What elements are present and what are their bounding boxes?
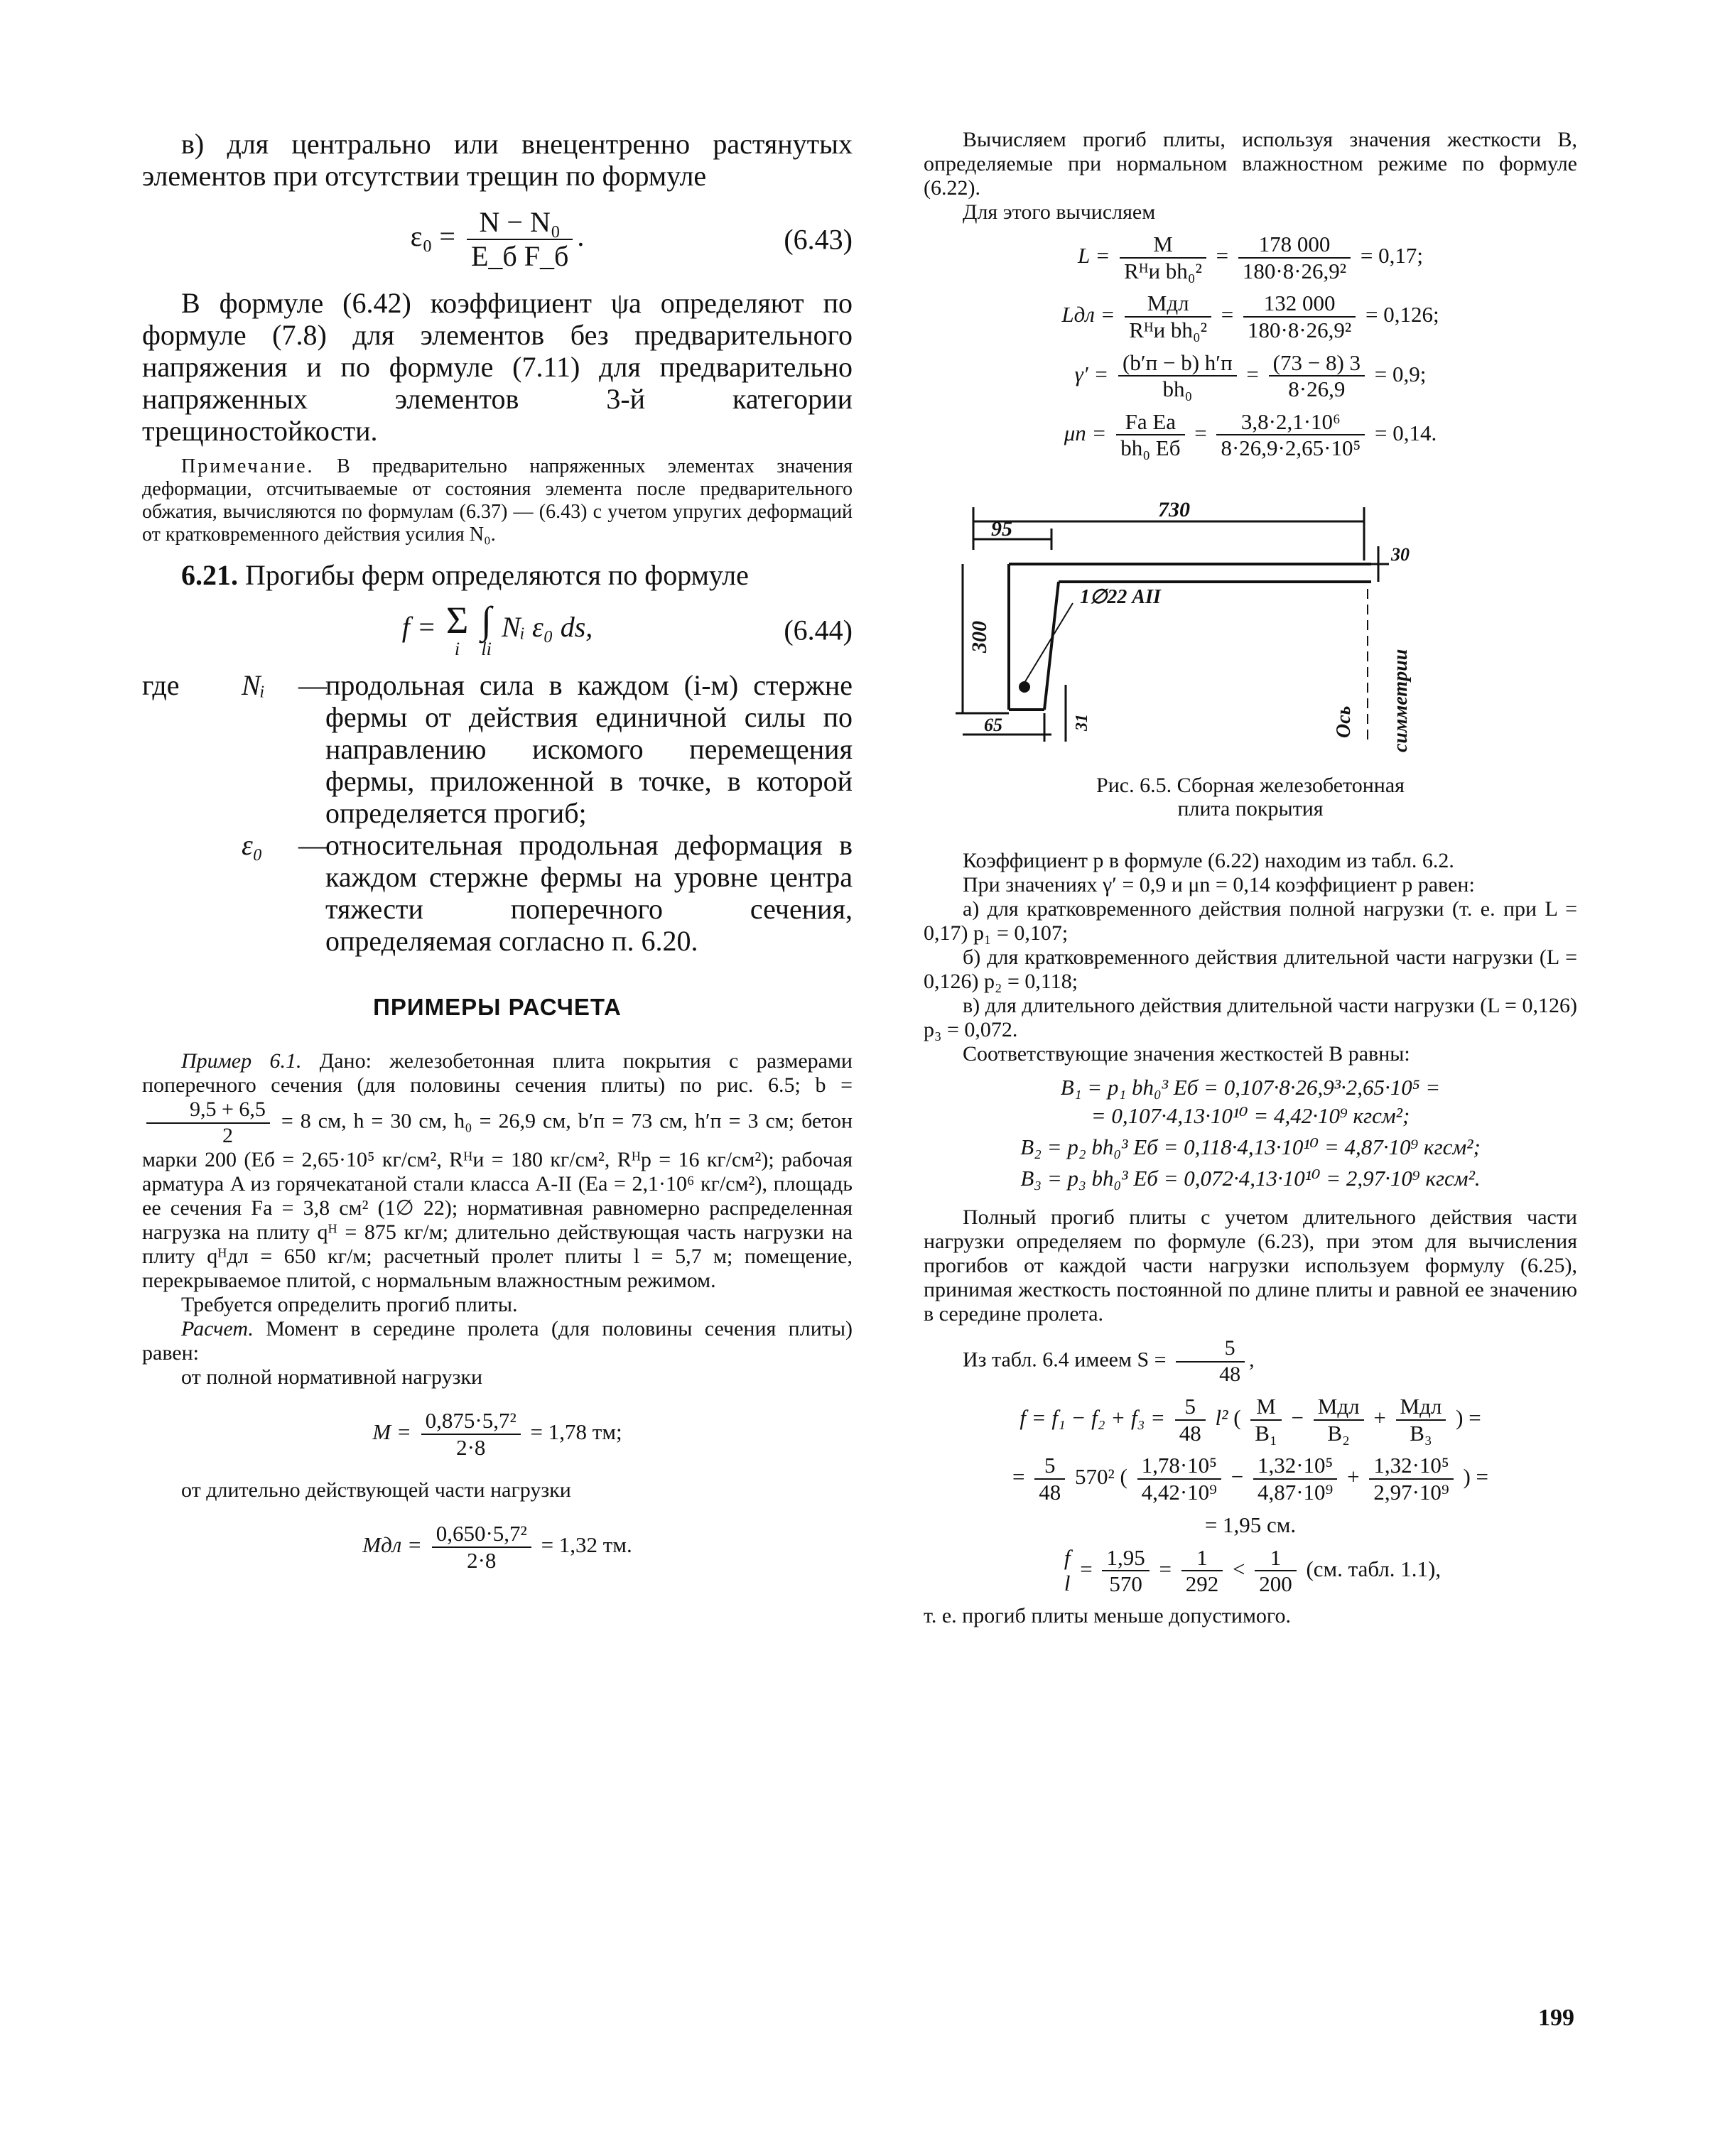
formula-6-44 xyxy=(142,601,853,659)
right-column xyxy=(924,128,1577,1628)
f643-tail: . xyxy=(577,220,585,253)
def-where: где xyxy=(142,669,180,701)
fLdl-n1: Mдл xyxy=(1125,291,1211,318)
fmu-d2: 8·26,9·2,65·10⁵ xyxy=(1221,435,1361,461)
B3-line: B₃ = p₃ bh₀³ Eб = 0,072·4,13·10¹⁰ = 2,97·10⁹ кгсм². xyxy=(1020,1166,1481,1191)
example-text-a: Дано: железобетонная плита покрытия с размерами поперечного сечения (для половины сечения плиты) по рис. 6.5; b = xyxy=(142,1049,853,1097)
f4-tail: (см. табл. 1.1), xyxy=(1306,1556,1442,1581)
calculation xyxy=(142,1317,853,1365)
label-31: 31 xyxy=(1073,714,1091,732)
from-full-load: от полной нормативной нагрузки xyxy=(181,1365,483,1389)
f643-den: E_б F_б xyxy=(470,240,569,272)
calc-label: Расчет. xyxy=(181,1317,254,1340)
f4-n3: 1 xyxy=(1255,1545,1297,1572)
example-frac-den: 2 xyxy=(222,1123,233,1147)
f644-int-sub: li xyxy=(481,639,492,659)
example-6-1 xyxy=(142,1049,853,1293)
f2-b xyxy=(1253,1453,1337,1505)
fL-rhs: = 0,17; xyxy=(1360,242,1423,268)
fg-d2: 8·26,9 xyxy=(1288,377,1346,402)
caption-line-1: Рис. 6.5. Сборная железобетонная xyxy=(1096,774,1405,798)
formula-mu: μn = $\frac{\text{Fа Eа}}{\text{bh₀ Eб}}$ = $\frac{\text{3,8·2,1·10⁶}}{\text{8·26,9·2,65·10⁵}}$ = 0,14. xyxy=(1064,408,1437,461)
fLdl-frac1 xyxy=(1125,291,1211,342)
fg-n1: (b′п − b) h′п xyxy=(1118,350,1237,377)
definitions xyxy=(142,669,853,957)
formula-f-ratio: f l = $\frac{1,95}{570}$ = $\frac{1}{292}$ < $\frac{1}{200}$ (см. табл. 1.1), xyxy=(1064,1544,1442,1597)
f1-l2: l² xyxy=(1215,1404,1228,1430)
f2-k-num: 5 xyxy=(1034,1453,1065,1480)
caption-line-2: плита покрытия xyxy=(1177,797,1324,821)
formula-f-general: f = f₁ − f₂ + f₃ = $\frac{5}{48}$ l² ( $\frac{M}{\text{B₁}}$ − $\frac{\text{Mдл}}{\text{B₂}}$ + $\frac{\text{Mдл}}{\text{B₃}}$ ) = xyxy=(1019,1394,1481,1446)
def-symbol: Nᵢ xyxy=(242,669,266,701)
B1-line-2: = 0,107·4,13·10¹⁰ = 4,42·10⁹ кгсм²; xyxy=(1091,1103,1410,1129)
example-label: Пример 6.1. xyxy=(181,1049,302,1073)
list-item-a: а) для кратковременного действия полной нагрузки (т. е. при L = 0,17) p₁ = 0,107; xyxy=(924,897,1577,946)
slab-cross-section-figure xyxy=(952,497,1449,752)
f1-b-num: Mдл xyxy=(1314,1394,1364,1421)
label-30: 30 xyxy=(1391,544,1410,565)
fM-lhs: M = xyxy=(372,1419,411,1444)
f644-sum xyxy=(446,601,468,659)
f1-k xyxy=(1175,1394,1206,1446)
f1-b-den: B₂ xyxy=(1327,1420,1350,1446)
f1-a xyxy=(1250,1394,1281,1446)
note-label: Примечание. xyxy=(181,455,315,477)
f644-sum-symbol: Σ xyxy=(445,599,469,641)
f1-a-den: B₁ xyxy=(1255,1420,1277,1446)
fLdl-n2: 132 000 xyxy=(1243,291,1356,318)
fg-lhs: γ′ = xyxy=(1074,361,1109,386)
def-dash: — xyxy=(298,829,327,861)
label-65: 65 xyxy=(984,715,1002,736)
fmu-d1: bh₀ Eб xyxy=(1120,435,1181,461)
intro: Вычисляем прогиб плиты, используя значения жесткости B, определяемые при нормальном влажностном режиме по формуле (6.22). xyxy=(924,128,1577,200)
note xyxy=(142,455,853,546)
f644-int-symbol: ∫ xyxy=(481,599,492,641)
fL-frac2 xyxy=(1238,232,1351,283)
f4-frac3 xyxy=(1255,1545,1297,1597)
f1-lhs: f = f₁ − f₂ + f₃ = xyxy=(1019,1404,1166,1430)
fL-n1: M xyxy=(1120,232,1206,259)
section-6-21-text: Прогибы ферм определяются по формуле xyxy=(245,559,749,591)
fM-frac xyxy=(421,1408,521,1460)
f1-rhs: = xyxy=(1469,1404,1481,1430)
f4-n0: f xyxy=(1064,1545,1071,1571)
rebar-dot xyxy=(1019,681,1030,693)
fL-d1: Rᴴи bh₀² xyxy=(1124,258,1202,283)
formula-B1 xyxy=(924,1075,1577,1100)
formula-B2 xyxy=(924,1134,1577,1160)
list-item-c: в) для длительного действия длительной части нагрузки (L = 0,126) p₃ = 0,072. xyxy=(924,994,1577,1042)
fmu-frac2 xyxy=(1216,409,1365,461)
formula-f-result xyxy=(924,1512,1577,1538)
note-text: В предварительно напряженных элементах значения деформации, отсчитываемые от состояния элемента после предварительного обжатия, вычисляются по формулам (6.37) — (6.43) с учетом упругих деформаций от кратковременного действия усилия N₀. xyxy=(142,455,853,546)
f4-d3: 200 xyxy=(1259,1571,1292,1597)
fM-rhs: = 1,78 тм; xyxy=(530,1419,622,1444)
f1-k-num: 5 xyxy=(1175,1394,1206,1421)
f2-b-num: 1,32·10⁵ xyxy=(1253,1453,1337,1480)
calc-text: Момент в середине пролета (для половины сечения плиты) равен: xyxy=(142,1317,853,1365)
fMdl-num: 0,650·5,7² xyxy=(432,1521,531,1548)
f3-result: = 1,95 см. xyxy=(1204,1512,1297,1537)
fmu-rhs: = 0,14. xyxy=(1375,420,1437,445)
f4-d0: l xyxy=(1064,1571,1071,1596)
fLdl-d1: Rᴴи bh₀² xyxy=(1129,317,1208,342)
fMdl-lhs: Mдл = xyxy=(362,1532,422,1558)
fg-n2: (73 − 8) 3 xyxy=(1269,350,1365,377)
conclusion: т. е. прогиб плиты меньше допустимого. xyxy=(924,1603,1291,1627)
left-column xyxy=(142,128,853,1592)
f1-b xyxy=(1314,1394,1364,1446)
fMdl-frac xyxy=(432,1521,531,1573)
fmu-n1: Fа Eа xyxy=(1116,409,1184,436)
f644-tag: (6.44) xyxy=(784,614,853,646)
f2-a-den: 4,42·10⁹ xyxy=(1141,1480,1217,1505)
f1-c-den: B₃ xyxy=(1410,1420,1432,1446)
label-300: 300 xyxy=(968,621,991,654)
section-6-21-number: 6.21. xyxy=(181,559,238,591)
f2-a-num: 1,78·10⁵ xyxy=(1137,1453,1221,1480)
f1-c-num: Mдл xyxy=(1396,1394,1446,1421)
f1-a-num: M xyxy=(1250,1394,1281,1421)
example-frac-num: 9,5 + 6,5 xyxy=(146,1098,270,1124)
fLdl-rhs: = 0,126; xyxy=(1365,302,1439,327)
fmu-n2: 3,8·2,1·10⁶ xyxy=(1216,409,1365,436)
page-number: 199 xyxy=(1538,2005,1574,2031)
para-psi: В формуле (6.42) коэффициент ψа определяют по формуле (7.8) для элементов без предварительного напряжения и по формуле (7.11) для предварительно напряженных элементов 3-й категории трещиностойкости. xyxy=(142,287,853,447)
fMdl-den: 2·8 xyxy=(467,1547,497,1573)
formula-L: L = $\frac{M}{\text{Rᴴи bh₀²}}$ = $\frac{178 000}{\text{180·8·26,9²}}$ = 0,17; xyxy=(1078,232,1423,283)
def-where xyxy=(142,829,242,957)
formula-moment xyxy=(142,1408,853,1460)
f2-k-den: 48 xyxy=(1039,1480,1061,1505)
formula-gamma: γ′ = $\frac{(b'п - b) h'п}{\text{bh₀}}$ = $\frac{(73 - 8) 3}{8\cdot 26,9}$ = 0,9; xyxy=(1074,350,1427,402)
from-long-load: от длительно действующей части нагрузки xyxy=(181,1478,571,1502)
section-heading: ПРИМЕРЫ РАСЧЕТА xyxy=(373,994,622,1020)
example-text-b: = 8 см, h = 30 см, h₀ = 26,9 см, b′п = 73 см, h′п = 3 см; бетон марки 200 (Eб = 2,65·10⁵ кг/см², Rᴴи = 180 кг/см², Rᴴр = 16 кг/см²); рабочая арматура A из горячекатаной стали класса A-II (Eа = 2,1·10⁶ кг/см²), площадь ее сечения Fа = 3,8 см² (1∅ 22); нормативная равномерно распределенная нагрузка на плиту qᴴ = 875 кг/м; длительно действующая часть нагрузки на плиту qᴴдл = 650 кг/м; расчетный пролет плиты l = 5,7 м; помещение, перекрываемое плитой, с нормальным влажностным режимом. xyxy=(142,1109,853,1292)
S-text: Из табл. 6.4 имеем S = xyxy=(963,1348,1167,1372)
label-95: 95 xyxy=(991,517,1012,541)
fg-frac2 xyxy=(1269,350,1365,402)
for-this: Для этого вычисляем xyxy=(963,200,1156,224)
fL-n2: 178 000 xyxy=(1238,232,1351,259)
axis-label-2: симметрии xyxy=(1390,649,1412,753)
fmu-frac1 xyxy=(1116,409,1184,461)
f643-frac xyxy=(467,206,573,273)
f643-tag: (6.43) xyxy=(784,223,853,256)
fmu-lhs: μn = xyxy=(1064,420,1107,445)
example-frac xyxy=(146,1098,270,1148)
label-730: 730 xyxy=(1158,498,1190,522)
fg-d1: bh₀ xyxy=(1162,377,1193,402)
figure-caption xyxy=(924,774,1577,820)
f2-c xyxy=(1369,1453,1453,1505)
f2-a xyxy=(1137,1453,1221,1505)
stiffness-intro: Соответствующие значения жесткостей B равны: xyxy=(963,1042,1410,1066)
fL-d2: 180·8·26,9² xyxy=(1242,258,1347,283)
f1-k-den: 48 xyxy=(1179,1420,1201,1446)
formula-B3 xyxy=(924,1166,1577,1191)
required: Требуется определить прогиб плиты. xyxy=(181,1293,518,1316)
f4-frac1 xyxy=(1102,1545,1149,1597)
fL-frac1 xyxy=(1120,232,1206,283)
f1-c xyxy=(1396,1394,1446,1446)
B1-line-1: B₁ = p₁ bh₀³ Eб = 0,107·8·26,9³·2,65·10⁵ = xyxy=(1060,1075,1441,1100)
f643-lhs: ε₀ = xyxy=(410,220,455,253)
formula-f-numeric: = $\frac{5}{48}$ 570² ( $\frac{\text{1,78·10⁵}}{\text{4,42·10⁹}}$ − $\frac{\text{1,32·10⁵}}{\text{4,87·10⁹}}$ + $\frac{\text{1,32·10⁵}}{\text{2,97·10⁹}}$ ) = xyxy=(1012,1453,1489,1505)
f2-rhs: = xyxy=(1476,1464,1489,1490)
f2-c-num: 1,32·10⁵ xyxy=(1369,1453,1453,1480)
S-num: 5 xyxy=(1176,1336,1245,1363)
f2-l2: 570² xyxy=(1074,1464,1115,1490)
f2-k xyxy=(1034,1453,1065,1505)
fMdl-rhs: = 1,32 тм. xyxy=(541,1532,632,1558)
section-6-21 xyxy=(142,559,853,591)
f4-frac0 xyxy=(1064,1545,1071,1596)
fLdl-lhs: Lдл = xyxy=(1061,302,1115,327)
axis-label-1: Ось xyxy=(1333,705,1355,739)
def-text: продольная сила в каждом (i-м) стержне фермы от действия единичной силы по направлению искомого перемещения фермы, приложенной в точке, в которой определяется прогиб; xyxy=(325,669,853,829)
f644-body: Nᵢ ε₀ ds, xyxy=(502,611,593,644)
def-symbol: ε₀ xyxy=(242,829,263,861)
fLdl-d2: 180·8·26,9² xyxy=(1248,317,1352,342)
f4-n2: 1 xyxy=(1181,1545,1223,1572)
f2-b-den: 4,87·10⁹ xyxy=(1257,1480,1334,1505)
f2-c-den: 2,97·10⁹ xyxy=(1373,1480,1449,1505)
p-coefficient: Коэффициент p в формуле (6.22) находим из табл. 6.2. xyxy=(963,849,1454,873)
item-v: в) для центрально или внецентренно растянутых элементов при отсутствии трещин по формуле xyxy=(142,128,853,192)
rebar-label: 1∅22 АII xyxy=(1080,586,1161,609)
list-item-b: б) для кратковременного действия длительной части нагрузки (L = 0,126) p₂ = 0,118; xyxy=(924,946,1577,994)
fg-frac1 xyxy=(1118,350,1237,402)
def-dash: — xyxy=(298,669,327,701)
fg-rhs: = 0,9; xyxy=(1374,361,1427,386)
p-values: При значениях γ′ = 0,9 и μn = 0,14 коэффициент p равен: xyxy=(963,873,1475,897)
f643-num: N − N₀ xyxy=(467,206,573,240)
formula-Ldl: Lдл = $\frac{\text{Mдл}}{\text{Rᴴи bh₀²}}$ = $\frac{132 000}{\text{180·8·26,9²}}$ = 0,126; xyxy=(1061,291,1439,342)
f644-integral xyxy=(481,601,492,659)
def-text: относительная продольная деформация в каждом стержне фермы на уровне центра тяжести поперечного сечения, определяемая согласно п. 6.20. xyxy=(325,829,853,957)
fM-den: 2·8 xyxy=(456,1434,486,1460)
f4-frac2 xyxy=(1181,1545,1223,1597)
f4-n1: 1,95 xyxy=(1102,1545,1149,1572)
formula-6-43 xyxy=(142,206,853,273)
formula-moment-long xyxy=(142,1521,853,1573)
f644-lhs: f = xyxy=(401,611,436,644)
S-frac xyxy=(1176,1336,1245,1387)
S-line: Из табл. 6.4 имеем S = $\frac{5}{48}$ , xyxy=(963,1336,1255,1386)
B2-line: B₂ = p₂ bh₀³ Eб = 0,118·4,13·10¹⁰ = 4,87·10⁹ кгсм²; xyxy=(1020,1134,1481,1160)
fM-num: 0,875·5,7² xyxy=(421,1408,521,1435)
total-deflection-text: Полный прогиб плиты с учетом длительного действия части нагрузки определяем по формуле (6.23), при этом для вычисления прогибов от каждой части нагрузки используем формулу (6.25), принимая жесткость постоянной по длине плиты и равной ее значению в середине пролета. xyxy=(924,1206,1577,1326)
fL-lhs: L = xyxy=(1078,242,1110,268)
S-den: 48 xyxy=(1219,1362,1241,1386)
f4-d1: 570 xyxy=(1109,1571,1142,1597)
f4-d2: 292 xyxy=(1185,1571,1219,1597)
f644-sum-sub: i xyxy=(454,639,460,659)
fLdl-frac2 xyxy=(1243,291,1356,342)
formula-B1-cont xyxy=(924,1103,1577,1129)
